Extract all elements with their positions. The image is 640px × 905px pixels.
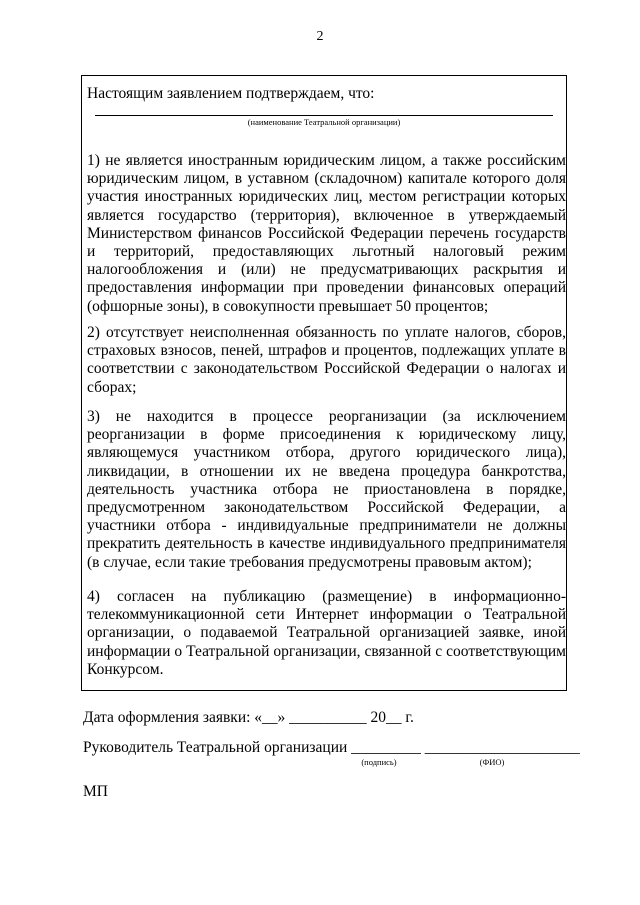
statement-lead: Настоящим заявлением подтверждаем, что: — [87, 85, 375, 102]
head-signature-line: Руководитель Театральной организации _________ ____________________ — [83, 739, 580, 756]
statement-box — [81, 75, 567, 691]
statement-item-3: 3) не находится в процессе реорганизации (за исключением реорганизации в форме присоединения к юридическому лицу, являющемуся участником отбора, другого юридического лица), ликвидации, в отношении их не введена процедура банкротства, деятельность участника отбора не приостановлена в порядке, предусмотренном законодательством Российской Федерации, а участники отбора - индивидуальные предприниматели не должны прекратить деятельность в качестве индивидуального предпринимателя (в случае, если такие требования предусмотрены правовым актом); — [87, 408, 566, 571]
statement-item-4: 4) согласен на публикацию (размещение) в информационно-телекоммуникационной сети Интернет информации о Театральной организации, о подаваемой Театральной организацией заявке, иной информации о Театральной организации, связанной с соответствующим Конкурсом. — [87, 588, 566, 678]
stamp-place: МП — [83, 783, 108, 800]
organization-name-caption: (наименование Театральной организации) — [247, 117, 401, 127]
statement-item-2: 2) отсутствует неисполненная обязанность по уплате налогов, сборов, страховых взносов, пеней, штрафов и процентов, подлежащих уплате в соответствии с законодательством Российской Федерации о налогах и сборах; — [87, 324, 566, 396]
signature-caption: (подпись) — [361, 757, 397, 767]
statement-item-1: 1) не является иностранным юридическим лицом, а также российским юридическим лицом, в уставном (складочном) капитале которого доля участия иностранных юридических лиц, местом регистрации которых является государство (территория), включенное в утверждаемый Министерством финансов Российской Федерации перечень государств и территорий, предоставляющих льготный налоговый режим налогообложения и (или) не предусматривающих раскрытия и предоставления информации при проведении финансовых операций (офшорные зоны), в совокупности превышает 50 процентов; — [87, 152, 566, 315]
organization-name-line — [95, 115, 553, 116]
application-date-line: Дата оформления заявки: «__» __________ 20__ г. — [83, 709, 414, 726]
name-caption: (ФИО) — [479, 757, 505, 767]
page-number: 2 — [316, 29, 324, 44]
